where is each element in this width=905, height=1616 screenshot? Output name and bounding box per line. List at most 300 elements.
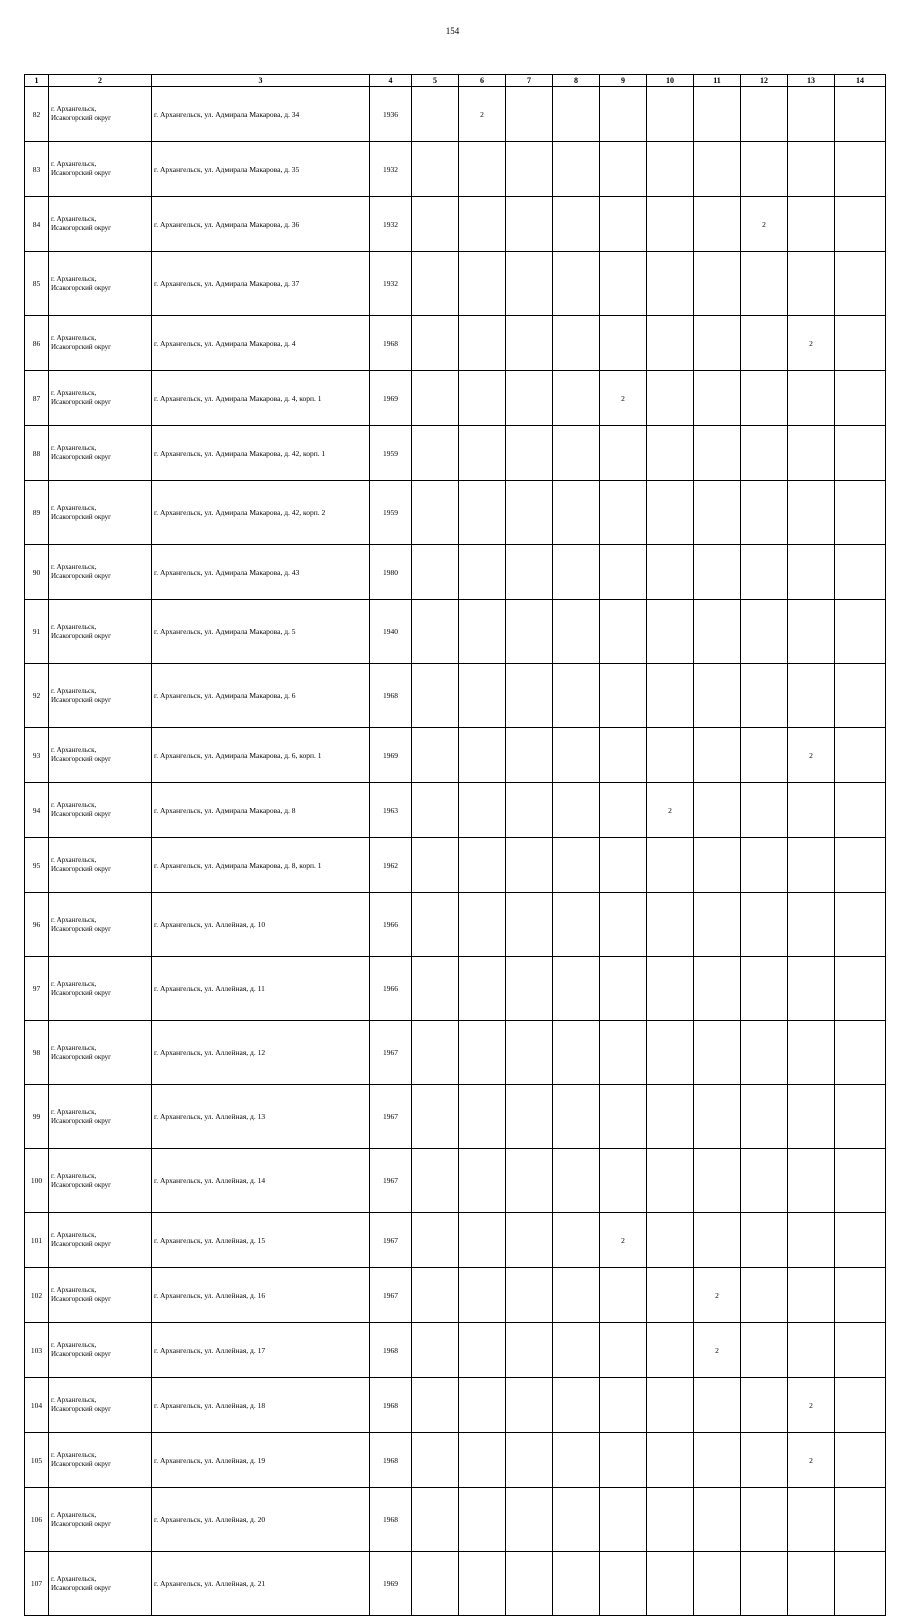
district-cell	[49, 1085, 152, 1149]
district-line: Исакогорский округ	[51, 343, 112, 351]
mark-cell	[694, 664, 741, 728]
mark-cell	[459, 1323, 506, 1378]
mark-cell: 2	[788, 316, 835, 371]
mark-cell	[647, 1213, 694, 1268]
mark-cell	[506, 664, 553, 728]
district-cell	[49, 1323, 152, 1378]
mark-cell	[647, 1085, 694, 1149]
address-cell: г. Архангельск, ул. Аллейная, д. 12	[152, 1021, 370, 1085]
year-cell: 1969	[370, 371, 412, 426]
mark-cell	[647, 481, 694, 545]
district-line: Исакогорский округ	[51, 1180, 112, 1189]
table-row	[25, 600, 886, 664]
mark-cell	[412, 371, 459, 426]
mark-cell	[506, 1488, 553, 1552]
mark-cell	[835, 1378, 886, 1433]
mark-cell	[459, 545, 506, 600]
mark-cell	[788, 197, 835, 252]
mark-cell	[506, 252, 553, 316]
row-number-cell: 83	[25, 142, 49, 197]
mark-cell	[553, 838, 600, 893]
year-cell: 1967	[370, 1268, 412, 1323]
mark-cell	[694, 142, 741, 197]
row-number-cell: 107	[25, 1552, 49, 1616]
column-header: 10	[647, 75, 694, 87]
mark-cell: 2	[600, 371, 647, 426]
mark-cell	[835, 197, 886, 252]
mark-cell	[835, 545, 886, 600]
mark-cell	[647, 1433, 694, 1488]
mark-cell	[835, 142, 886, 197]
mark-cell	[694, 426, 741, 481]
address-cell: г. Архангельск, ул. Адмирала Макарова, д. 5	[152, 600, 370, 664]
district-line: Исакогорский округ	[51, 755, 112, 763]
row-number-cell: 101	[25, 1213, 49, 1268]
district-line: г. Архангельск,	[51, 1171, 97, 1180]
mark-cell	[694, 316, 741, 371]
mark-cell	[694, 728, 741, 783]
mark-cell	[788, 838, 835, 893]
mark-cell	[835, 893, 886, 957]
column-header: 5	[412, 75, 459, 87]
mark-cell	[459, 316, 506, 371]
table-row	[25, 838, 886, 893]
district-cell	[49, 371, 152, 426]
row-number-cell: 104	[25, 1378, 49, 1433]
housing-register-table	[24, 74, 886, 1616]
district-line: Исакогорский округ	[51, 1350, 112, 1358]
mark-cell	[459, 1378, 506, 1433]
district-line: Исакогорский округ	[51, 1052, 112, 1061]
mark-cell	[788, 600, 835, 664]
mark-cell	[600, 316, 647, 371]
mark-cell	[459, 1268, 506, 1323]
mark-cell	[788, 1488, 835, 1552]
mark-cell	[694, 1213, 741, 1268]
row-number-cell: 102	[25, 1268, 49, 1323]
district-line: г. Архангельск,	[51, 1396, 97, 1404]
mark-cell	[459, 783, 506, 838]
mark-cell	[694, 545, 741, 600]
mark-cell	[506, 545, 553, 600]
column-header: 14	[835, 75, 886, 87]
mark-cell	[506, 728, 553, 783]
district-line: Исакогорский округ	[51, 224, 112, 232]
mark-cell	[553, 1488, 600, 1552]
mark-cell	[647, 316, 694, 371]
mark-cell	[600, 1552, 647, 1616]
mark-cell	[412, 1149, 459, 1213]
mark-cell	[647, 1552, 694, 1616]
district-line: г. Архангельск,	[51, 563, 97, 571]
mark-cell	[412, 1552, 459, 1616]
mark-cell	[412, 783, 459, 838]
column-header: 1	[25, 75, 49, 87]
district-cell	[49, 481, 152, 545]
year-cell: 1968	[370, 1323, 412, 1378]
district-line: Исакогорский округ	[51, 695, 112, 704]
district-cell	[49, 252, 152, 316]
district-line: г. Архангельск,	[51, 1231, 97, 1239]
district-line: Исакогорский округ	[51, 865, 112, 873]
mark-cell	[835, 728, 886, 783]
mark-cell	[506, 838, 553, 893]
district-line: г. Архангельск,	[51, 389, 97, 397]
mark-cell	[647, 1323, 694, 1378]
mark-cell	[788, 893, 835, 957]
mark-cell	[741, 1378, 788, 1433]
mark-cell	[741, 664, 788, 728]
column-header: 4	[370, 75, 412, 87]
mark-cell	[553, 426, 600, 481]
mark-cell	[694, 87, 741, 142]
mark-cell	[600, 252, 647, 316]
mark-cell	[459, 197, 506, 252]
row-number-cell: 89	[25, 481, 49, 545]
mark-cell	[600, 600, 647, 664]
mark-cell	[741, 481, 788, 545]
mark-cell	[835, 783, 886, 838]
mark-cell	[741, 1021, 788, 1085]
mark-cell	[600, 1433, 647, 1488]
column-header: 3	[152, 75, 370, 87]
mark-cell	[647, 545, 694, 600]
district-cell	[49, 783, 152, 838]
table-row	[25, 1268, 886, 1323]
mark-cell	[741, 783, 788, 838]
mark-cell	[506, 481, 553, 545]
district-line: г. Архангельск,	[51, 1510, 97, 1519]
mark-cell	[835, 1149, 886, 1213]
year-cell: 1969	[370, 728, 412, 783]
column-header: 2	[49, 75, 152, 87]
row-number-cell: 91	[25, 600, 49, 664]
row-number-cell: 92	[25, 664, 49, 728]
mark-cell	[412, 600, 459, 664]
mark-cell	[412, 1021, 459, 1085]
row-number-cell: 84	[25, 197, 49, 252]
row-number-cell: 97	[25, 957, 49, 1021]
table-row	[25, 1085, 886, 1149]
table-row	[25, 252, 886, 316]
mark-cell	[553, 1268, 600, 1323]
mark-cell	[506, 783, 553, 838]
row-number-cell: 96	[25, 893, 49, 957]
mark-cell	[600, 1149, 647, 1213]
mark-cell	[412, 316, 459, 371]
address-cell: г. Архангельск, ул. Аллейная, д. 18	[152, 1378, 370, 1433]
row-number-cell: 99	[25, 1085, 49, 1149]
year-cell: 1968	[370, 1488, 412, 1552]
year-cell: 1963	[370, 783, 412, 838]
year-cell: 1967	[370, 1213, 412, 1268]
mark-cell	[741, 371, 788, 426]
district-line: г. Архангельск,	[51, 801, 97, 809]
district-cell	[49, 1021, 152, 1085]
district-line: г. Архангельск,	[51, 1341, 97, 1349]
mark-cell	[412, 1378, 459, 1433]
district-line: г. Архангельск,	[51, 915, 97, 924]
mark-cell	[835, 1433, 886, 1488]
mark-cell	[506, 1149, 553, 1213]
mark-cell	[412, 252, 459, 316]
mark-cell	[647, 142, 694, 197]
mark-cell	[553, 1085, 600, 1149]
mark-cell	[600, 426, 647, 481]
address-cell: г. Архангельск, ул. Адмирала Макарова, д. 4, корп. 1	[152, 371, 370, 426]
mark-cell	[600, 1378, 647, 1433]
mark-cell	[741, 426, 788, 481]
district-line: г. Архангельск,	[51, 503, 97, 512]
mark-cell	[553, 1323, 600, 1378]
table-row	[25, 426, 886, 481]
mark-cell	[459, 664, 506, 728]
mark-cell	[553, 893, 600, 957]
mark-cell	[459, 893, 506, 957]
mark-cell: 2	[600, 1213, 647, 1268]
mark-cell	[459, 481, 506, 545]
mark-cell	[600, 1488, 647, 1552]
year-cell: 1968	[370, 1378, 412, 1433]
mark-cell	[459, 957, 506, 1021]
district-cell	[49, 1488, 152, 1552]
mark-cell: 2	[647, 783, 694, 838]
mark-cell	[600, 957, 647, 1021]
address-cell: г. Архангельск, ул. Адмирала Макарова, д. 4	[152, 316, 370, 371]
header-row	[25, 75, 886, 87]
address-cell: г. Архангельск, ул. Адмирала Макарова, д. 36	[152, 197, 370, 252]
mark-cell	[788, 957, 835, 1021]
mark-cell	[459, 252, 506, 316]
mark-cell	[553, 197, 600, 252]
mark-cell	[506, 316, 553, 371]
mark-cell	[553, 1021, 600, 1085]
mark-cell	[741, 1085, 788, 1149]
mark-cell	[412, 481, 459, 545]
mark-cell	[647, 957, 694, 1021]
mark-cell	[741, 1552, 788, 1616]
mark-cell	[835, 838, 886, 893]
mark-cell	[506, 1552, 553, 1616]
mark-cell	[835, 1268, 886, 1323]
district-line: Исакогорский округ	[51, 1405, 112, 1413]
district-cell	[49, 316, 152, 371]
district-line: г. Архангельск,	[51, 215, 97, 223]
district-cell	[49, 142, 152, 197]
mark-cell	[647, 893, 694, 957]
year-cell: 1932	[370, 142, 412, 197]
mark-cell	[788, 142, 835, 197]
mark-cell	[600, 728, 647, 783]
row-number-cell: 95	[25, 838, 49, 893]
mark-cell	[788, 87, 835, 142]
district-line: г. Архангельск,	[51, 105, 97, 113]
column-header: 8	[553, 75, 600, 87]
mark-cell	[553, 252, 600, 316]
mark-cell	[506, 1213, 553, 1268]
district-line: г. Архангельск,	[51, 856, 97, 864]
district-line: г. Архангельск,	[51, 1574, 97, 1583]
mark-cell	[506, 197, 553, 252]
mark-cell	[694, 1433, 741, 1488]
mark-cell	[835, 1552, 886, 1616]
row-number-cell: 100	[25, 1149, 49, 1213]
mark-cell	[694, 197, 741, 252]
district-line: Исакогорский округ	[51, 114, 112, 122]
mark-cell	[694, 600, 741, 664]
district-line: Исакогорский округ	[51, 572, 112, 580]
district-line: Исакогорский округ	[51, 631, 112, 640]
district-cell	[49, 197, 152, 252]
district-cell	[49, 1149, 152, 1213]
address-cell: г. Архангельск, ул. Адмирала Макарова, д. 8	[152, 783, 370, 838]
address-cell: г. Архангельск, ул. Аллейная, д. 14	[152, 1149, 370, 1213]
mark-cell	[694, 371, 741, 426]
year-cell: 1959	[370, 481, 412, 545]
mark-cell	[694, 1378, 741, 1433]
district-line: г. Архангельск,	[51, 274, 97, 283]
mark-cell	[694, 1552, 741, 1616]
mark-cell	[741, 1488, 788, 1552]
mark-cell	[694, 481, 741, 545]
year-cell: 1969	[370, 1552, 412, 1616]
mark-cell	[553, 142, 600, 197]
mark-cell	[835, 481, 886, 545]
year-cell: 1966	[370, 893, 412, 957]
mark-cell	[741, 1149, 788, 1213]
mark-cell	[694, 1021, 741, 1085]
mark-cell	[459, 142, 506, 197]
district-line: Исакогорский округ	[51, 512, 112, 521]
mark-cell	[412, 664, 459, 728]
address-cell: г. Архангельск, ул. Адмирала Макарова, д. 6	[152, 664, 370, 728]
mark-cell	[835, 1488, 886, 1552]
district-line: г. Архангельск,	[51, 1451, 97, 1459]
district-cell	[49, 1213, 152, 1268]
mark-cell	[506, 1433, 553, 1488]
mark-cell	[788, 252, 835, 316]
address-cell: г. Архангельск, ул. Аллейная, д. 16	[152, 1268, 370, 1323]
column-header: 9	[600, 75, 647, 87]
year-cell: 1932	[370, 197, 412, 252]
address-cell: г. Архангельск, ул. Аллейная, д. 13	[152, 1085, 370, 1149]
mark-cell	[553, 1149, 600, 1213]
address-cell: г. Архангельск, ул. Аллейная, д. 10	[152, 893, 370, 957]
mark-cell	[741, 838, 788, 893]
mark-cell	[741, 316, 788, 371]
mark-cell	[412, 1213, 459, 1268]
district-cell	[49, 1433, 152, 1488]
column-header: 7	[506, 75, 553, 87]
row-number-cell: 93	[25, 728, 49, 783]
mark-cell: 2	[788, 728, 835, 783]
year-cell: 1968	[370, 316, 412, 371]
mark-cell	[412, 1433, 459, 1488]
mark-cell	[506, 142, 553, 197]
mark-cell	[835, 252, 886, 316]
mark-cell	[835, 664, 886, 728]
mark-cell	[506, 1323, 553, 1378]
mark-cell	[741, 87, 788, 142]
district-line: Исакогорский округ	[51, 1519, 112, 1528]
table-row	[25, 1213, 886, 1268]
district-line: г. Архангельск,	[51, 746, 97, 754]
year-cell: 1966	[370, 957, 412, 1021]
year-cell: 1967	[370, 1021, 412, 1085]
mark-cell	[600, 1268, 647, 1323]
address-cell: г. Архангельск, ул. Аллейная, д. 11	[152, 957, 370, 1021]
table-row	[25, 316, 886, 371]
mark-cell	[600, 838, 647, 893]
year-cell: 1936	[370, 87, 412, 142]
mark-cell	[553, 545, 600, 600]
mark-cell	[412, 197, 459, 252]
mark-cell	[694, 252, 741, 316]
mark-cell	[741, 957, 788, 1021]
page-number: 154	[445, 26, 460, 36]
mark-cell: 2	[788, 1433, 835, 1488]
mark-cell	[553, 1433, 600, 1488]
mark-cell	[412, 838, 459, 893]
mark-cell	[600, 142, 647, 197]
mark-cell	[506, 426, 553, 481]
mark-cell	[694, 783, 741, 838]
row-number-cell: 87	[25, 371, 49, 426]
table-row	[25, 728, 886, 783]
mark-cell	[788, 664, 835, 728]
district-line: г. Архангельск,	[51, 622, 97, 631]
mark-cell	[412, 87, 459, 142]
table-row	[25, 1021, 886, 1085]
mark-cell	[459, 1488, 506, 1552]
mark-cell	[647, 728, 694, 783]
mark-cell	[600, 197, 647, 252]
mark-cell	[600, 1085, 647, 1149]
mark-cell	[553, 481, 600, 545]
district-cell	[49, 957, 152, 1021]
mark-cell	[788, 1021, 835, 1085]
district-cell	[49, 728, 152, 783]
mark-cell	[835, 87, 886, 142]
district-cell	[49, 87, 152, 142]
mark-cell	[788, 1149, 835, 1213]
mark-cell	[506, 893, 553, 957]
mark-cell	[694, 1085, 741, 1149]
table-row	[25, 142, 886, 197]
year-cell: 1932	[370, 252, 412, 316]
table-row	[25, 371, 886, 426]
mark-cell	[459, 1552, 506, 1616]
address-cell: г. Архангельск, ул. Адмирала Макарова, д. 34	[152, 87, 370, 142]
mark-cell	[694, 957, 741, 1021]
address-cell: г. Архангельск, ул. Аллейная, д. 20	[152, 1488, 370, 1552]
mark-cell	[694, 893, 741, 957]
mark-cell	[459, 1433, 506, 1488]
mark-cell	[835, 957, 886, 1021]
district-line: Исакогорский округ	[51, 1460, 112, 1468]
row-number-cell: 85	[25, 252, 49, 316]
mark-cell	[600, 545, 647, 600]
mark-cell: 2	[741, 197, 788, 252]
mark-cell	[647, 197, 694, 252]
mark-cell	[647, 600, 694, 664]
table-row	[25, 893, 886, 957]
mark-cell	[741, 728, 788, 783]
mark-cell	[835, 316, 886, 371]
mark-cell	[506, 1268, 553, 1323]
mark-cell	[835, 1021, 886, 1085]
row-number-cell: 82	[25, 87, 49, 142]
